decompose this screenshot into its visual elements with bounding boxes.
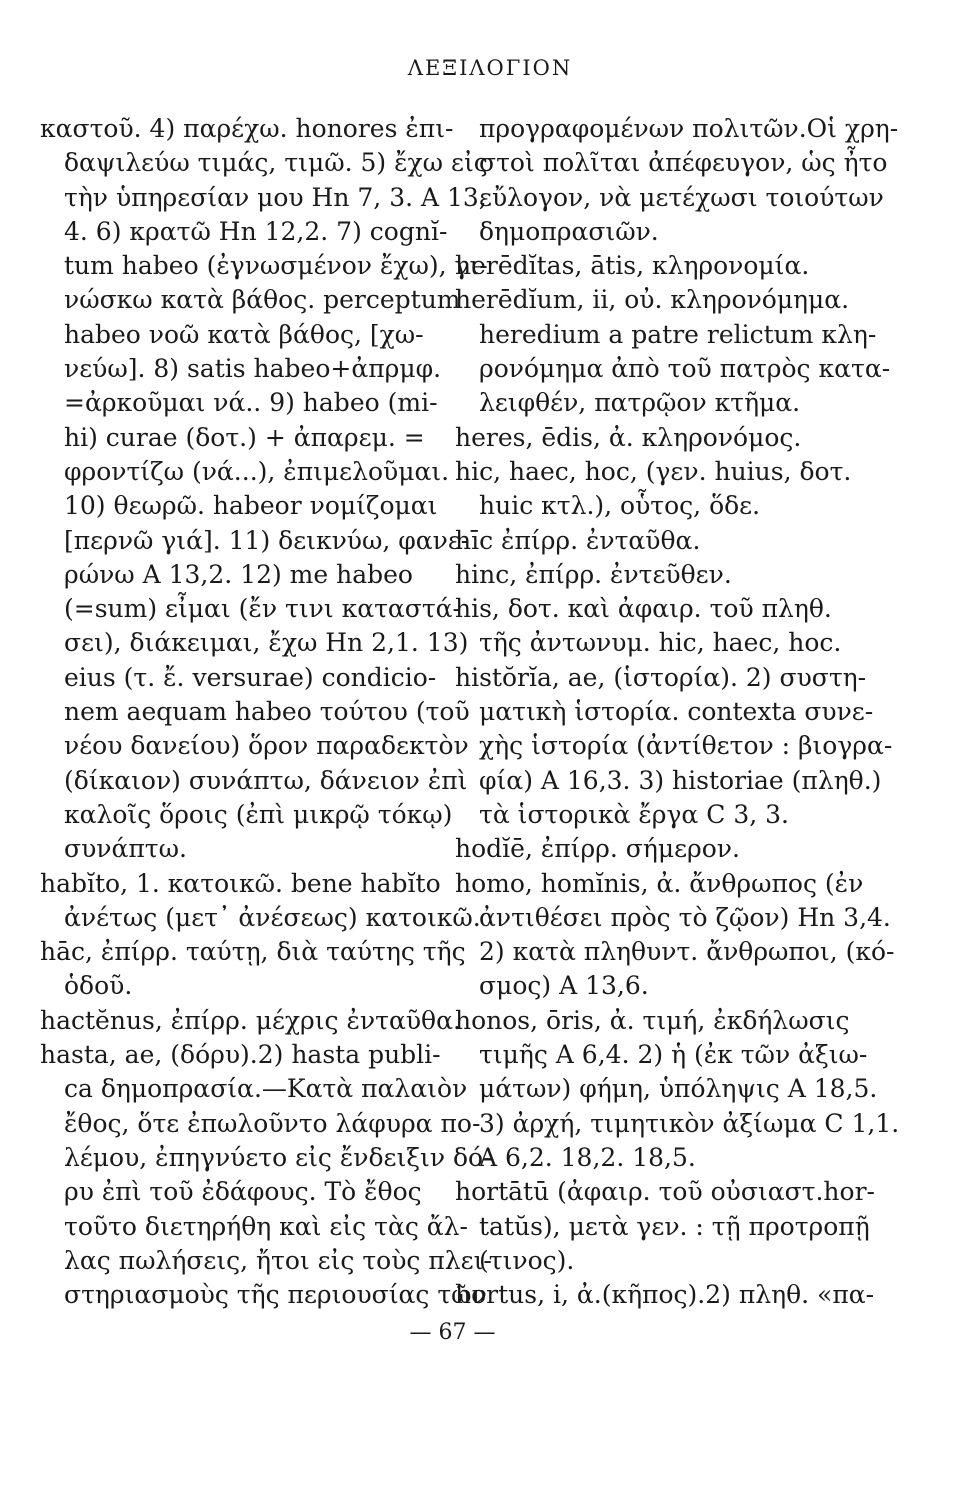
text-line: =ἀρκοῦμαι νά.. 9) habeo (mi-	[64, 388, 438, 418]
text-line: μάτων) φήμη, ὑπόληψις A 18,5.	[479, 1074, 878, 1104]
text-line: τιμῆς A 6,4. 2) ἡ (ἐκ τῶν ἀξιω-	[479, 1040, 868, 1070]
text-line: 10) θεωρῶ. habeor νομίζομαι	[64, 491, 438, 521]
text-line: (τινος).	[479, 1245, 575, 1275]
text-line: hi) curae (δοτ.) + ἀπαρεμ. =	[64, 422, 425, 452]
text-line: ρονόμημα ἀπὸ τοῦ πατρὸς κατα-	[479, 354, 891, 384]
text-line: (δίκαιον) συνάπτω, δάνειον ἐπὶ	[64, 765, 468, 795]
text-line: χὴς ἱστορία (ἀντίθετον : βιογρα-	[479, 731, 893, 761]
entry-line: his, δοτ. καὶ ἀφαιρ. τοῦ πληθ.	[455, 594, 832, 624]
text-line: τῆς ἀντωνυμ. hic, haec, hoc.	[479, 628, 842, 658]
text-line: τὴν ὑπηρεσίαν μου Hn 7, 3. A 13,	[64, 182, 487, 212]
text-line: (=sum) εἶμαι (ἔν τινι καταστά-	[64, 594, 462, 624]
entry-line: hic, haec, hoc, (γεν. huius, δοτ.	[455, 456, 852, 486]
text-line: λας πωλήσεις, ἤτοι εἰς τοὺς πλει-	[64, 1245, 492, 1275]
text-line: νεύω]. 8) satis habeo+ἀπρμφ.	[64, 354, 442, 384]
text-line: προγραφομένων πολιτῶν.Οἱ χρη-	[479, 114, 899, 143]
entry-line: honos, ōris, ἀ. τιμή, ἐκδήλωσις	[455, 1005, 850, 1035]
entry-line: habĭto, 1. κατοικῶ. bene habĭto	[40, 868, 441, 898]
entry-line: hactĕnus, ἐπίρρ. μέχρις ἐνταῦθα.	[40, 1005, 461, 1035]
text-line: λέμου, ἐπηγνύετο εἰς ἔνδειξιν δό-	[64, 1142, 492, 1172]
text-line: νώσκω κατὰ βάθος. perceptum	[64, 285, 461, 315]
entry-line: homo, homĭnis, ἀ. ἄνθρωπος (ἐν	[455, 868, 864, 898]
text-line: φία) A 16,3. 3) historiae (πληθ.)	[479, 765, 882, 795]
entry-line: hinc, ἐπίρρ. ἐντεῦθεν.	[455, 559, 732, 589]
text-line: ματικὴ ἱστορία. contexta συνε-	[479, 697, 874, 727]
entry-line: histŏrĭa, ae, (ἱστορία). 2) συστη-	[455, 662, 867, 692]
page-header: ΛΕΞΙΛΟΓΙΟΝ	[407, 56, 573, 80]
text-line: 3) ἀρχή, τιμητικὸν ἀξίωμα C 1,1.	[479, 1108, 900, 1138]
text-line: σει), διάκειμαι, ἔχω Hn 2,1. 13)	[64, 628, 469, 658]
text-line: eius (τ. ἔ. versurae) condicio-	[64, 662, 437, 692]
text-line: heredium a patre relictum κλη-	[479, 319, 877, 349]
text-line: εὔλογον, νὰ μετέχωσι τοιούτων	[479, 182, 884, 212]
entry-line: hortus, i, ἀ.(κῆπος).2) πληθ. «πα-	[455, 1280, 875, 1310]
text-line: tum habeo (ἐγνωσμένον ἔχω), γι-	[64, 251, 488, 281]
text-line: καστοῦ. 4) παρέχω. honores ἐπι-	[40, 114, 454, 143]
entry-line: hasta, ae, (δόρυ).2) hasta publi-	[40, 1040, 441, 1070]
text-line: nem aequam habeo τούτου (τοῦ	[64, 697, 470, 727]
right-column	[455, 112, 900, 1312]
entry-line: hortātū (ἀφαιρ. τοῦ οὐσιαστ.hor-	[455, 1177, 875, 1207]
text-line: ἔθος, ὅτε ἐπωλοῦντο λάφυρα πο-	[64, 1108, 481, 1138]
page-number: — 67 —	[409, 1320, 496, 1345]
text-line: ρυ ἐπὶ τοῦ ἐδάφους. Τὸ ἔθος	[64, 1177, 422, 1207]
text-line: φροντίζω (νά...), ἐπιμελοῦμαι.	[64, 456, 450, 486]
text-line: ἀντιθέσει πρὸς τὸ ζῷον) Hn 3,4.	[479, 902, 891, 932]
text-line: συνάπτω.	[64, 834, 187, 864]
text-line: δημοπρασιῶν.	[479, 216, 659, 246]
text-line: huic κτλ.), οὗτος, ὅδε.	[479, 491, 761, 521]
text-line: [περνῶ γιά]. 11) δεικνύω, φανε-	[64, 525, 470, 555]
text-line: A 6,2. 18,2. 18,5.	[479, 1142, 696, 1172]
text-line: 2) κατὰ πληθυντ. ἄνθρωποι, (κό-	[479, 937, 895, 967]
text-line: tatŭs), μετὰ γεν. : τῇ προτροπῇ	[479, 1211, 870, 1241]
entry-line: hāc, ἐπίρρ. ταύτῃ, διὰ ταύτης τῆς	[40, 937, 466, 967]
text-line: ca δημοπρασία.—Κατὰ παλαιὸν	[64, 1074, 468, 1104]
text-line: νέου δανείου) ὅρον παραδεκτὸν	[64, 731, 469, 761]
text-line: ἀνέτως (μετ᾿ ἀνέσεως) κατοικῶ.	[64, 902, 481, 932]
text-line: στοὶ πολῖται ἀπέφευγον, ὡς ἦτο	[479, 148, 888, 178]
entry-line: herēdĭum, ii, οὐ. κληρονόμημα.	[455, 285, 850, 315]
entry-line: hodĭē, ἐπίρρ. σήμερον.	[455, 834, 740, 864]
text-line: καλοῖς ὅροις (ἐπὶ μικρῷ τόκῳ)	[64, 799, 453, 829]
entry-line: heres, ēdis, ἀ. κληρονόμος.	[455, 422, 802, 452]
text-line: 4. 6) κρατῶ Hn 12,2. 7) cognĭ-	[64, 216, 448, 246]
text-line: στηριασμοὺς τῆς περιουσίας τῶν	[64, 1280, 487, 1310]
entry-line: hīc ἐπίρρ. ἐνταῦθα.	[455, 525, 701, 555]
text-line: σμος) A 13,6.	[479, 971, 649, 1001]
left-column	[40, 112, 492, 1312]
text-line: δαψιλεύω τιμάς, τιμῶ. 5) ἔχω εἰς	[64, 148, 488, 178]
entry-line: herēdĭtas, ātis, κληρονομία.	[455, 251, 810, 281]
text-line: ρώνω A 13,2. 12) me habeo	[64, 559, 413, 589]
text-line: habeo νοῶ κατὰ βάθος, [χω-	[64, 319, 424, 349]
text-line: λειφθέν, πατρῷον κτῆμα.	[479, 388, 801, 418]
text-line: τὰ ἱστορικὰ ἔργα C 3, 3.	[479, 799, 789, 829]
text-line: τοῦτο διετηρήθη καὶ εἰς τὰς ἄλ-	[64, 1211, 468, 1241]
text-line: ὁδοῦ.	[64, 971, 133, 1001]
